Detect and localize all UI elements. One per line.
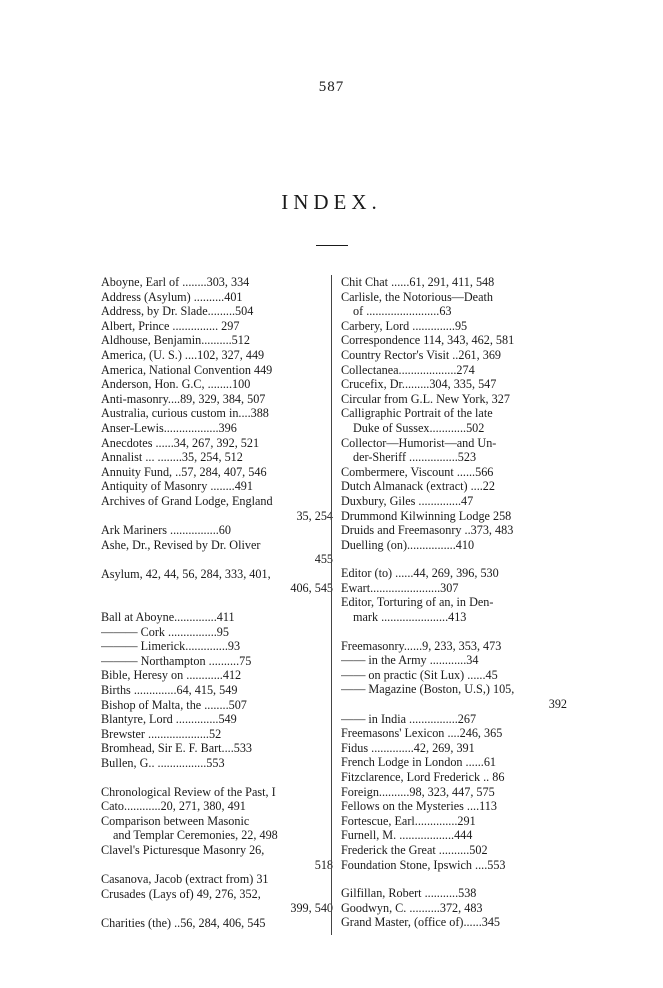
- index-entry: Comparison between Masonic: [101, 813, 250, 828]
- index-entry: mark ......................413: [353, 610, 467, 625]
- index-entry: Charities (the) ..56, 284, 406, 545: [101, 915, 266, 930]
- index-entry: Fidus ..............42, 269, 391: [341, 740, 475, 755]
- entry-gap: [101, 596, 333, 610]
- index-entry: Bible, Heresy on ............412: [101, 668, 242, 683]
- index-entry: Fellows on the Mysteries ....113: [341, 799, 497, 814]
- index-entry: Fortescue, Earl..............291: [341, 813, 476, 828]
- index-entry: Archives of Grand Lodge, England: [101, 493, 273, 508]
- index-entry: Freemasons' Lexicon ....246, 365: [341, 726, 503, 741]
- index-entry: French Lodge in London ......61: [341, 755, 497, 770]
- index-entry: Casanova, Jacob (extract from) 31: [101, 872, 269, 887]
- index-entry: Cato............20, 271, 380, 491: [101, 799, 246, 814]
- index-entry: 399, 540: [290, 901, 333, 916]
- index-entry: Drummond Kilwinning Lodge 258: [341, 508, 512, 523]
- index-entry: ——— Limerick..............93: [101, 639, 241, 654]
- index-entry: Ashe, Dr., Revised by Dr. Oliver: [101, 537, 261, 552]
- index-entry: Duxbury, Giles ..............47: [341, 493, 474, 508]
- index-entry: Combermere, Viscount ......566: [341, 464, 494, 479]
- index-entry: Brewster ....................52: [101, 726, 222, 741]
- index-entry: Bullen, G.. ................553: [101, 756, 225, 770]
- index-entry: Country Rector's Visit ..261, 369: [341, 347, 502, 362]
- index-entry: Calligraphic Portrait of the late: [341, 406, 493, 421]
- index-entry: Correspondence 114, 343, 462, 581: [341, 333, 515, 348]
- index-entry: Bromhead, Sir E. F. Bart....533: [101, 741, 253, 756]
- index-entry: Annalist ... ........35, 254, 512: [101, 450, 243, 465]
- index-entry: Druids and Freemasonry ..373, 483: [341, 523, 514, 538]
- index-entry: Address (Asylum) ..........401: [101, 289, 243, 304]
- index-entry: der-Sheriff ................523: [353, 450, 477, 465]
- index-entry: of ........................63: [353, 304, 452, 319]
- title-rule: [316, 245, 348, 246]
- index-entry: Annuity Fund, ..57, 284, 407, 546: [101, 464, 267, 479]
- index-entry: —— Magazine (Boston, U.S,) 105,: [341, 682, 515, 697]
- index-entry: 392: [548, 697, 567, 712]
- index-entry: Carlisle, the Notorious—Death: [341, 289, 493, 304]
- index-entry: Editor, Torturing of an, in Den-: [341, 595, 494, 610]
- index-column-left: [101, 275, 333, 931]
- index-entry: Gilfillan, Robert ...........538: [341, 886, 477, 901]
- index-entry: Collector—Humorist—and Un-: [341, 435, 497, 450]
- index-entry: Aldhouse, Benjamin..........512: [101, 333, 250, 348]
- index-entry: Asylum, 42, 44, 56, 284, 333, 401,: [101, 566, 271, 581]
- index-entry: Goodwyn, C. ..........372, 483: [341, 900, 483, 915]
- index-entry: Bishop of Malta, the ........507: [101, 697, 247, 712]
- index-entry: Dutch Almanack (extract) ....22: [341, 479, 495, 494]
- index-entry: 518: [314, 857, 333, 872]
- index-entry: 455: [314, 552, 333, 567]
- index-entry: Ewart.......................307: [341, 580, 459, 595]
- index-entry: Frederick the Great ..........502: [341, 842, 488, 857]
- index-entry: Clavel's Picturesque Masonry 26,: [101, 842, 265, 857]
- entry-gap: [341, 552, 567, 566]
- index-entry: Ball at Aboyne..............411: [101, 610, 235, 625]
- index-entry: Crusades (Lays of) 49, 276, 352,: [101, 886, 261, 901]
- index-entry: ——— Northampton ..........75: [101, 653, 252, 668]
- index-entry: America, National Convention 449: [101, 362, 273, 377]
- index-entry: Aboyne, Earl of ........303, 334: [101, 275, 250, 289]
- index-entry: 406, 545: [290, 581, 333, 596]
- index-entry: Duelling (on)................410: [341, 537, 475, 552]
- index-entry: ——— Cork ................95: [101, 624, 229, 639]
- index-entry: Foreign..........98, 323, 447, 575: [341, 784, 495, 799]
- entry-gap: [341, 625, 567, 639]
- index-entry: Grand Master, (office of)......345: [341, 915, 501, 930]
- index-entry: Antiquity of Masonry ........491: [101, 479, 253, 494]
- index-entry: Anderson, Hon. G.C, ........100: [101, 377, 251, 392]
- entry-gap: [101, 771, 333, 785]
- index-entry: Ark Mariners ................60: [101, 523, 231, 538]
- index-entry: Australia, curious custom in....388: [101, 406, 269, 421]
- index-entry: —— on practic (Sit Lux) ......45: [341, 667, 498, 682]
- index-entry: America, (U. S.) ....102, 327, 449: [101, 347, 265, 362]
- index-entry: Editor (to) ......44, 269, 396, 530: [341, 566, 499, 581]
- index-entry: Duke of Sussex............502: [353, 420, 485, 435]
- index-entry: Circular from G.L. New York, 327: [341, 391, 510, 406]
- index-entry: —— in the Army ............34: [341, 653, 479, 668]
- index-entry: Carbery, Lord ..............95: [341, 318, 468, 333]
- index-entry: and Templar Ceremonies, 22, 498: [113, 828, 278, 843]
- index-entry: Address, by Dr. Slade.........504: [101, 304, 254, 319]
- index-entry: Albert, Prince ............... 297: [101, 318, 240, 333]
- index-entry: Freemasonry......9, 233, 353, 473: [341, 638, 502, 653]
- index-entry: Blantyre, Lord ..............549: [101, 712, 237, 727]
- index-entry: Crucefix, Dr.........304, 335, 547: [341, 377, 497, 392]
- index-entry: Chronological Review of the Past, I: [101, 784, 276, 799]
- column-divider: [331, 275, 332, 935]
- page-number: 587: [318, 79, 345, 95]
- index-entry: Anser-Lewis..................396: [101, 420, 237, 435]
- index-entry: Anti-masonry....89, 329, 384, 507: [101, 391, 266, 406]
- index-entry: —— in India ................267: [341, 711, 477, 726]
- index-entry: Furnell, M. ..................444: [341, 828, 473, 843]
- index-entry: Collectanea...................274: [341, 362, 475, 377]
- entry-gap: [341, 872, 567, 886]
- page-title: INDEX.: [281, 190, 382, 214]
- index-entry: Anecdotes ......34, 267, 392, 521: [101, 435, 260, 450]
- index-column-right: [341, 275, 567, 930]
- index-entry: 35, 254: [296, 508, 333, 523]
- index-entry: Foundation Stone, Ipswich ....553: [341, 857, 506, 872]
- index-entry: Fitzclarence, Lord Frederick .. 86: [341, 770, 505, 784]
- index-entry: Chit Chat ......61, 291, 411, 548: [341, 275, 495, 289]
- index-entry: Births ..............64, 415, 549: [101, 683, 238, 698]
